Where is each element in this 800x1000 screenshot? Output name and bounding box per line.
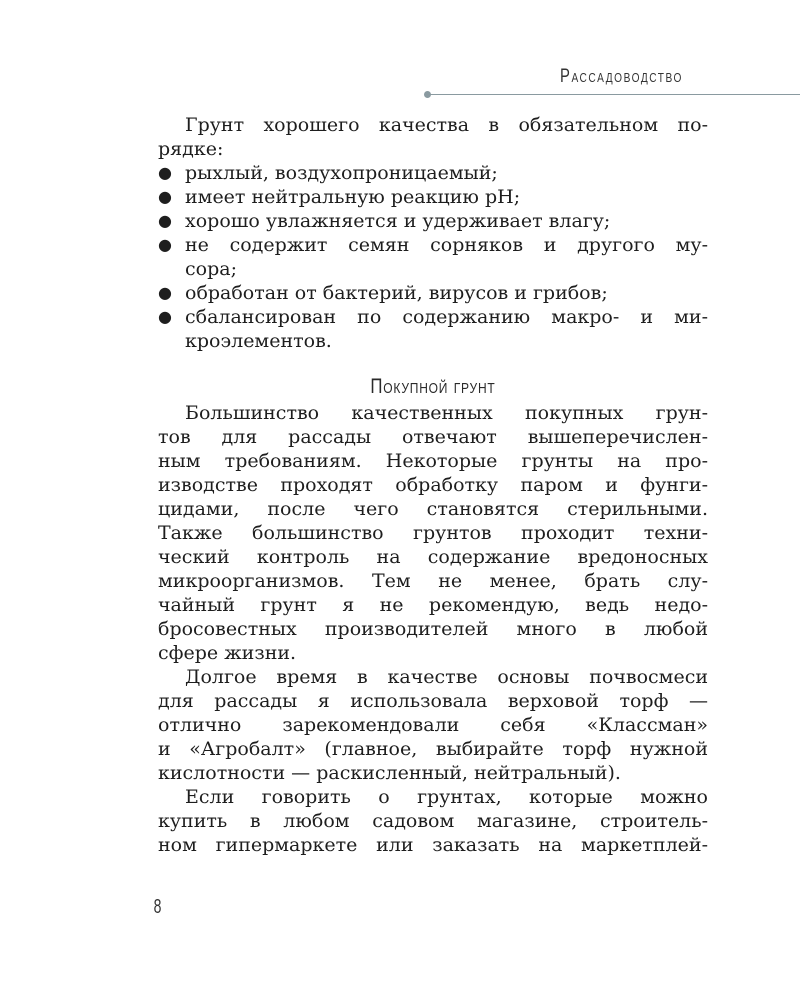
paragraph-line: отлично зарекомендовали себя «Классман» <box>158 714 708 736</box>
paragraph-line: ческий контроль на содержание вредоносных <box>158 546 708 568</box>
paragraph-line: ным требованиям. Некоторые грунты на про- <box>158 450 708 472</box>
running-head: Рассадоводство <box>560 66 683 87</box>
paragraph-line: купить в любом садовом магазине, строитель- <box>158 810 708 832</box>
paragraph-line: и «Агробалт» (главное, выбирайте торф нужной <box>158 738 708 760</box>
bullet-icon: ● <box>158 187 172 206</box>
paragraph-line: чайный грунт я не рекомендую, ведь недо- <box>158 594 708 616</box>
list-item <box>158 305 708 329</box>
list-item-text: сбалансирован по содержанию макро- и ми- <box>185 306 708 328</box>
paragraph-line: для рассады я использовала верховой торф — <box>158 690 708 712</box>
list-item <box>158 209 708 233</box>
intro-line: рядке: <box>158 138 224 160</box>
paragraph-line: тов для рассады отвечают вышеперечислен- <box>158 426 708 448</box>
paragraph <box>158 785 708 857</box>
list-item <box>158 281 708 305</box>
header-rule <box>428 94 800 95</box>
bullet-icon: ● <box>158 163 172 182</box>
paragraph-line: Также большинство грунтов проходит техни- <box>158 522 708 544</box>
paragraph-line: сфере жизни. <box>158 642 297 664</box>
paragraph-line: цидами, после чего становятся стерильными. <box>158 498 708 520</box>
list-item-text: имеет нейтральную реакцию pH; <box>185 186 521 208</box>
intro-line: Грунт хорошего качества в обязательном по- <box>185 114 708 136</box>
bullet-icon: ● <box>158 211 172 230</box>
list-item <box>158 185 708 209</box>
body-text <box>158 113 708 857</box>
paragraph-line: ном гипермаркете или заказать на маркетплей- <box>158 834 708 856</box>
list-item <box>158 233 708 257</box>
list-item-text: хорошо увлажняется и удерживает влагу; <box>185 210 611 232</box>
paragraph-line: Большинство качественных покупных грун- <box>185 402 708 424</box>
list-item-text: обработан от бактерий, вирусов и грибов; <box>185 282 608 304</box>
paragraph <box>158 401 708 665</box>
list-item-text: не содержит семян сорняков и другого му- <box>185 234 708 256</box>
paragraph-line: Если говорить о грунтах, которые можно <box>185 786 708 808</box>
list-item-continuation: сора; <box>185 258 237 280</box>
bullet-list <box>158 161 708 353</box>
list-item <box>158 161 708 185</box>
paragraph-line: кислотности — раскисленный, нейтральный). <box>158 762 621 784</box>
paragraph <box>158 665 708 785</box>
bullet-icon: ● <box>158 307 172 326</box>
paragraph-line: бросовестных производителей много в любой <box>158 618 708 640</box>
paragraph-line: Долгое время в качестве основы почвосмеси <box>185 666 708 688</box>
paragraph-line: микроорганизмов. Тем не менее, брать слу- <box>158 570 708 592</box>
section-heading: Покупной грунт <box>370 375 496 398</box>
list-item-text: рыхлый, воздухопроницаемый; <box>185 162 498 184</box>
paragraph-line: изводстве проходят обработку паром и фунги- <box>158 474 708 496</box>
page-number: 8 <box>153 896 162 918</box>
list-item-continuation: кроэлементов. <box>185 330 332 352</box>
bullet-icon: ● <box>158 235 172 254</box>
bullet-icon: ● <box>158 283 172 302</box>
